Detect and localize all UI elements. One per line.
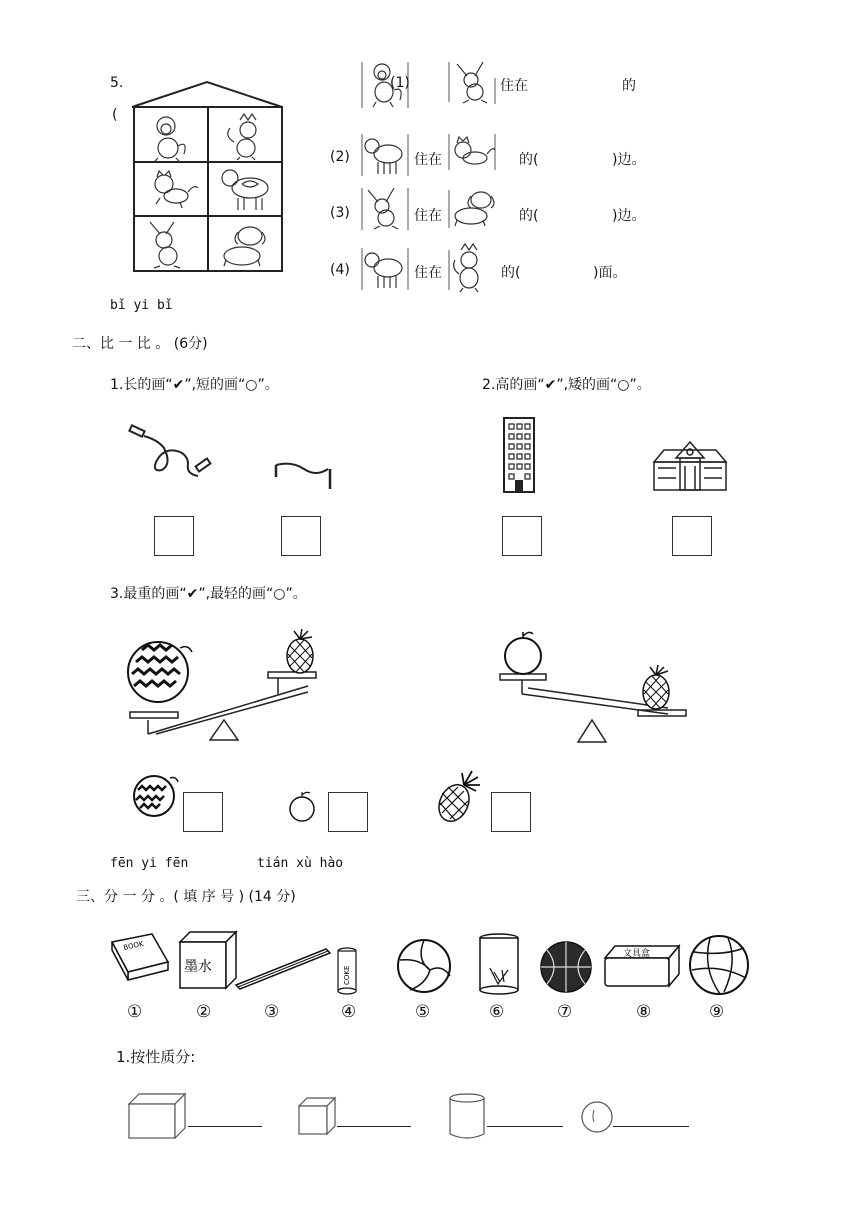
ink-box-icon	[178, 930, 238, 990]
short-building-icon	[650, 436, 730, 494]
answer-box-short-rope[interactable]	[281, 516, 321, 556]
item-number-6: ⑥	[489, 1002, 505, 1022]
volleyball-icon	[396, 938, 452, 994]
answer-box-tall-building[interactable]	[502, 516, 542, 556]
pencil-box-icon	[601, 942, 683, 992]
pinyin-fen-yi-fen: fēn yi fēn	[110, 856, 189, 871]
section2-title: 二、比 一 比 。 (6分)	[72, 336, 208, 352]
q5-line1-mid: 住在	[500, 78, 528, 94]
item-number-8: ⑧	[636, 1002, 652, 1022]
q5-line3-end: 的(	[519, 208, 539, 224]
q5-line3-mid: 住在	[414, 208, 442, 224]
sheep-icon	[360, 132, 410, 178]
q5-line2-end: 的(	[519, 152, 539, 168]
tall-building-icon	[500, 416, 540, 494]
svg-text:COKE: COKE	[343, 965, 351, 985]
coke-can-icon	[334, 945, 360, 997]
sphere-shape-icon	[580, 1100, 614, 1134]
q5-line3-close: )边。	[612, 208, 646, 224]
short-jump-rope-icon	[272, 455, 337, 495]
q3-1-instruction: 1.按性质分:	[116, 1048, 196, 1066]
long-jump-rope-icon	[128, 424, 218, 484]
cat-icon	[447, 132, 497, 172]
answer-box-long-rope[interactable]	[154, 516, 194, 556]
q5-number: 5.	[110, 75, 124, 91]
q5-paren: (	[112, 107, 118, 123]
apple-icon	[287, 790, 317, 824]
book-icon	[108, 932, 172, 986]
q2-1-instruction: 1.长的画“✔”,短的画“○”。	[110, 377, 279, 393]
squirrel-icon	[447, 244, 492, 296]
answer-box-apple[interactable]	[328, 792, 368, 832]
cube-shape-icon	[297, 1096, 337, 1138]
q5-line4-mid: 住在	[414, 265, 442, 281]
basketball-icon	[539, 940, 593, 994]
rabbit-icon	[360, 186, 410, 232]
rubber-ball-icon	[688, 934, 750, 996]
seesaw-apple-pineapple	[498, 630, 693, 746]
dog-icon	[447, 188, 502, 230]
q2-3-instruction: 3.最重的画“✔”,最轻的画“○”。	[110, 586, 307, 602]
animal-house	[130, 80, 285, 275]
q5-line2-close: )边。	[612, 152, 646, 168]
svg-text:墨水: 墨水	[184, 959, 212, 975]
q5-line2-num: (2)	[330, 149, 350, 165]
q2-2-instruction: 2.高的画“✔”,矮的画“○”。	[482, 377, 651, 393]
cylinder-shape-icon	[447, 1092, 487, 1142]
item-number-5: ⑤	[415, 1002, 431, 1022]
svg-text:BOOK: BOOK	[122, 939, 145, 952]
item-number-2: ②	[196, 1002, 212, 1022]
item-number-1: ①	[127, 1002, 143, 1022]
pinyin-bi-yi-bi: bǐ yi bǐ	[110, 298, 173, 313]
pineapple-icon	[434, 765, 486, 825]
q5-line2-mid: 住在	[414, 152, 442, 168]
svg-text:文具盒: 文具盒	[623, 949, 651, 959]
seesaw-watermelon-pineapple	[128, 628, 328, 744]
answer-blank-cuboid[interactable]	[188, 1126, 262, 1127]
answer-blank-sphere[interactable]	[613, 1126, 689, 1127]
item-number-4: ④	[341, 1002, 357, 1022]
sheep-icon	[360, 246, 410, 292]
item-number-9: ⑨	[709, 1002, 725, 1022]
answer-box-short-building[interactable]	[672, 516, 712, 556]
q5-line3-num: (3)	[330, 205, 350, 221]
q5-line1-num: (1)	[390, 75, 410, 91]
q5-line4-close: )面。	[593, 265, 627, 281]
q5-line4-end: 的(	[501, 265, 521, 281]
answer-blank-cube[interactable]	[337, 1126, 411, 1127]
item-number-3: ③	[264, 1002, 280, 1022]
rabbit-icon	[447, 60, 497, 105]
pinyin-tian-xu-hao: tián xù hào	[257, 856, 344, 871]
answer-blank-cylinder[interactable]	[487, 1126, 563, 1127]
q5-line4-num: (4)	[330, 262, 350, 278]
answer-box-watermelon[interactable]	[183, 792, 223, 832]
item-number-7: ⑦	[557, 1002, 573, 1022]
answer-box-pineapple[interactable]	[491, 792, 531, 832]
cuboid-shape-icon	[127, 1092, 187, 1142]
section3-title: 三、分 一 分 。( 填 序 号 ) (14 分)	[76, 889, 296, 905]
watermelon-icon	[130, 770, 182, 820]
q5-line1-end: 的	[622, 78, 636, 94]
ruler-stick-icon	[234, 945, 334, 991]
shuttlecock-tube-icon	[476, 932, 522, 996]
